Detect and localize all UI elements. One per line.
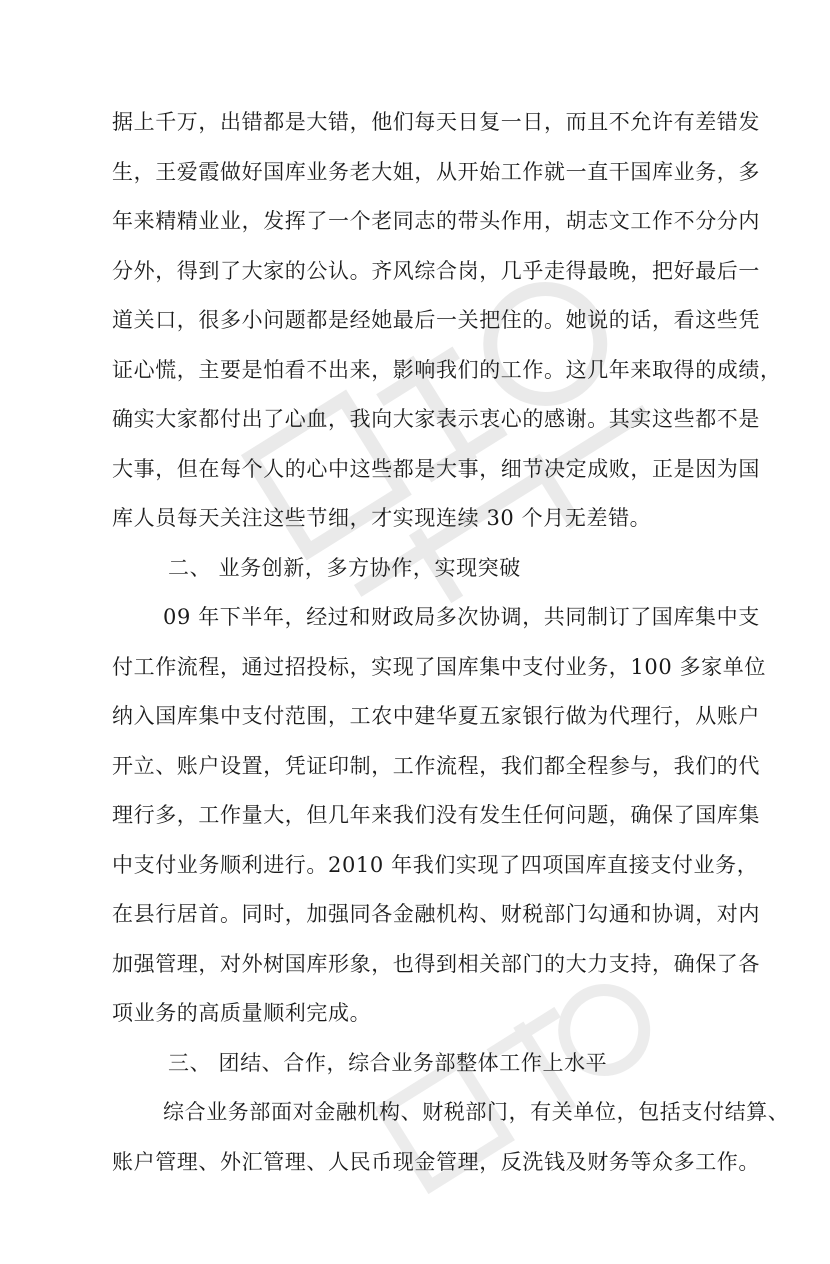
paragraph-line: 开立、账户设置，凭证印制，工作流程，我们都全程参与，我们的代 [112, 753, 760, 778]
paragraph-line: 项业务的高质量顺利完成。 [112, 1001, 372, 1025]
paragraph-line: 年来精精业业，发挥了一个老同志的带头作用，胡志文工作不分分内 [112, 209, 760, 233]
paragraph-line: 账户管理、外汇管理、人民币现金管理，反洗钱及财务等众多工作。 [112, 1149, 760, 1174]
paragraph-line: 生，王爱霞做好国库业务老大姐，从开始工作就一直干国库业务，多 [112, 159, 760, 184]
paragraph-line: 库人员每天关注这些节细，才实现连续 30 个月无差错。 [112, 506, 652, 530]
paragraph-line: 付工作流程，通过招投标，实现了国库集中支付业务，100 多家单位 [112, 654, 766, 679]
section-heading: 三、 团结、合作，综合业务部整体工作上水平 [168, 1050, 608, 1075]
paragraph-line: 在县行居首。同时，加强同各金融机构、财税部门勾通和协调，对内 [112, 902, 760, 926]
section-heading: 二、 业务创新，多方协作，实现突破 [168, 555, 521, 580]
paragraph-line: 中支付业务顺利进行。2010 年我们实现了四项国库直接支付业务， [112, 852, 759, 877]
paragraph-line: 理行多，工作量大，但几年来我们没有发生任何问题，确保了国库集 [112, 803, 760, 827]
paragraph-line: 确实大家都付出了心血，我向大家表示衷心的感谢。其实这些都不是 [112, 407, 760, 431]
paragraph-line: 证心慌，主要是怕看不出来，影响我们的工作。这几年来取得的成绩， [112, 357, 782, 382]
paragraph-line: 加强管理，对外树国库形象，也得到相关部门的大力支持，确保了各 [112, 951, 760, 976]
paragraph-line: 道关口，很多小问题都是经她最后一关把住的。她说的话，看这些凭 [112, 308, 760, 332]
paragraph-line: 纳入国库集中支付范围，工农中建华夏五家银行做为代理行，从账户 [112, 704, 760, 728]
paragraph-line: 分外，得到了大家的公认。齐风综合岗，几乎走得最晚，把好最后一 [112, 258, 760, 283]
paragraph-line: 09 年下半年，经过和财政局多次协调，共同制订了国库集中支 [163, 605, 760, 629]
paragraph-line: 大事，但在每个人的心中这些都是大事，细节决定成败，正是因为国 [112, 456, 760, 481]
paragraph-line: 综合业务部面对金融机构、财税部门，有关单位，包括支付结算、 [163, 1100, 790, 1124]
paragraph-line: 据上千万，出错都是大错，他们每天日复一日，而且不允许有差错发 [112, 110, 760, 134]
